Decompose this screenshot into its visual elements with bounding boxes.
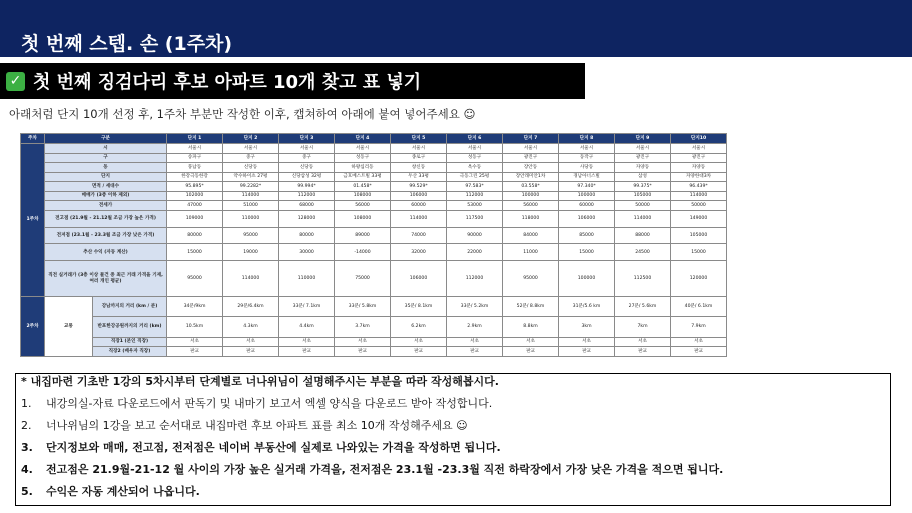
row-label: 동 xyxy=(45,163,167,173)
table-cell: 106000 xyxy=(391,261,447,297)
table-row xyxy=(21,347,727,357)
note-number: 2. xyxy=(21,419,32,432)
table-cell: 중구 xyxy=(223,153,279,163)
table-cell: 판교 xyxy=(167,347,223,357)
note-number: 3. xyxy=(21,441,33,454)
note-item xyxy=(21,485,885,499)
table-cell: 하왕십리동 xyxy=(335,163,391,173)
table-cell: 서울시 xyxy=(335,144,391,154)
table-cell: 31분/5.6 km xyxy=(559,297,615,317)
table-cell: 60000 xyxy=(391,201,447,211)
table-header-cell: 단지10 xyxy=(671,134,727,144)
table-cell: 27분/ 5.6km xyxy=(615,297,671,317)
note-item xyxy=(21,463,885,477)
table-cell: 창신동 xyxy=(391,163,447,173)
week-label: 2주차 xyxy=(21,297,45,357)
table-cell: 15000 xyxy=(671,244,727,261)
note-text: 너나위님의 1강을 보고 순서대로 내집마련 후보 아파트 표를 최소 10개 작성해주세요 ☺ xyxy=(46,419,468,432)
table-cell: 판교 xyxy=(447,347,503,357)
table-cell: 34분/9km xyxy=(167,297,223,317)
table-cell: 100000 xyxy=(503,191,559,201)
table-cell: 112000 xyxy=(447,261,503,297)
note-item xyxy=(21,397,885,411)
group-label: 교통 xyxy=(45,297,93,357)
table-cell: 114000 xyxy=(615,210,671,227)
table-cell: -14000 xyxy=(335,244,391,261)
table-cell: 풍납동 xyxy=(167,163,223,173)
table-cell: 52분/ 8.8km xyxy=(503,297,559,317)
table-cell: 117500 xyxy=(447,210,503,227)
instruction-text: 아래처럼 단지 10개 선정 후, 1주차 부분만 작성한 이후, 캡쳐하여 아래에 붙여 넣어주세요 ☺ xyxy=(9,107,476,121)
table-cell: 106000 xyxy=(559,210,615,227)
table-cell: 89000 xyxy=(335,227,391,244)
table-row xyxy=(21,163,727,173)
table-row xyxy=(21,201,727,211)
table-cell: 서울시 xyxy=(279,144,335,154)
table-cell: 114000 xyxy=(223,261,279,297)
table-row xyxy=(21,153,727,163)
table-cell: 서울시 xyxy=(559,144,615,154)
notes-box xyxy=(15,373,891,506)
table-cell: 중구 xyxy=(279,153,335,163)
table-cell: 8.8km xyxy=(503,317,559,337)
table-row xyxy=(21,210,727,227)
table-cell: 3km xyxy=(559,317,615,337)
table-cell: 99.529* xyxy=(391,182,447,192)
row-label: 전고점 (21.9월 - 21.12월 조금 가장 높은 가격) xyxy=(45,210,167,227)
table-cell: 성동구 xyxy=(335,153,391,163)
table-cell: 108000 xyxy=(335,210,391,227)
table-cell: 35분/ 8.1km xyxy=(391,297,447,317)
table-cell: 68000 xyxy=(279,201,335,211)
table-cell: 106000 xyxy=(391,191,447,201)
table-cell: 15000 xyxy=(167,244,223,261)
table-cell: 서초 xyxy=(279,337,335,347)
table-cell: 120000 xyxy=(671,261,727,297)
table-cell: 경남아너스빌 xyxy=(559,172,615,182)
table-cell: 149000 xyxy=(671,210,727,227)
table-cell: 판교 xyxy=(279,347,335,357)
table-cell: 서초 xyxy=(615,337,671,347)
table-cell: 4.4km xyxy=(279,317,335,337)
table-header-cell: 단지 8 xyxy=(559,134,615,144)
table-cell: 서초 xyxy=(335,337,391,347)
table-cell: 광진구 xyxy=(615,153,671,163)
row-label: 반포한강공원까지의 거리 (km) xyxy=(93,317,167,337)
note-text: 전고점은 21.9월-21-12 월 사이의 가장 높은 실거래 가격을, 전저점은 23.1월 -23.3월 직전 하락장에서 가장 낮은 가격을 적으면 됩니다. xyxy=(46,463,724,476)
row-label: 전저점 (23.1월 - 23.3월 조금 가장 낮은 가격) xyxy=(45,227,167,244)
table-cell: 128000 xyxy=(279,210,335,227)
note-number: 5. xyxy=(21,485,33,498)
notes-heading: * 내집마련 기초반 1강의 5차시부터 단계별로 너나위님이 설명해주시는 부분을 따라 작성해봅시다. xyxy=(21,375,499,388)
table-cell: 84000 xyxy=(503,227,559,244)
table-cell: 95000 xyxy=(223,227,279,244)
table-cell: 옥수동 xyxy=(447,163,503,173)
table-cell: 88000 xyxy=(615,227,671,244)
table-cell: 112000 xyxy=(279,191,335,201)
row-label: 직장2 (배우자 직장) xyxy=(93,347,167,357)
table-cell: 95000 xyxy=(503,261,559,297)
table-cell: 95000 xyxy=(167,261,223,297)
step-title: 첫 번째 징검다리 후보 아파트 10개 찾고 표 넣기 xyxy=(33,72,422,93)
note-text: 수익은 자동 계산되어 나옵니다. xyxy=(46,485,200,498)
table-cell: 서울시 xyxy=(503,144,559,154)
table-cell: 서초 xyxy=(391,337,447,347)
table-cell: 자양동 xyxy=(671,163,727,173)
table-cell: 서초 xyxy=(167,337,223,347)
table-cell: 50000 xyxy=(671,201,727,211)
table-header-cell: 단지 3 xyxy=(279,134,335,144)
table-cell: 30000 xyxy=(279,244,335,261)
row-label: 강남까지의 거리 (km / 분) xyxy=(93,297,167,317)
table-cell: 6.2km xyxy=(391,317,447,337)
page-title: 첫 번째 스텝. 손 (1주차) xyxy=(21,33,233,55)
table-cell: 15000 xyxy=(559,244,615,261)
table-header-cell: 단지 6 xyxy=(447,134,503,144)
apartment-table-wrapper xyxy=(20,133,726,357)
note-number: 1. xyxy=(21,397,32,410)
table-cell: 서울시 xyxy=(391,144,447,154)
table-header-cell: 단지 7 xyxy=(503,134,559,144)
table-cell: 112000 xyxy=(447,191,503,201)
row-label: 매매가 (3층 이하 제외) xyxy=(45,191,167,201)
table-header-cell: 단지 2 xyxy=(223,134,279,144)
table-cell: 장안동 xyxy=(503,163,559,173)
week-label: 1주차 xyxy=(21,144,45,297)
table-cell: 105000 xyxy=(671,227,727,244)
table-cell: 19000 xyxy=(223,244,279,261)
table-cell: 50000 xyxy=(615,201,671,211)
table-header-cell: 단지 9 xyxy=(615,134,671,144)
apartment-candidate-table xyxy=(20,133,727,357)
table-cell: 80000 xyxy=(279,227,335,244)
table-cell: 100000 xyxy=(559,191,615,201)
table-cell: 56000 xyxy=(335,201,391,211)
table-row xyxy=(21,144,727,154)
table-cell: 판교 xyxy=(503,347,559,357)
table-cell: 40분/ 6.1km xyxy=(671,297,727,317)
row-label: 면적 / 세대수 xyxy=(45,182,167,192)
table-header-cell: 구분 xyxy=(45,134,167,144)
step-banner xyxy=(0,63,585,99)
row-label: 전세가 xyxy=(45,201,167,211)
table-cell: 24500 xyxy=(615,244,671,261)
table-cell: 47000 xyxy=(167,201,223,211)
table-cell: 10.5km xyxy=(167,317,223,337)
table-cell: 성동구 xyxy=(447,153,503,163)
table-cell: 자양동 xyxy=(615,163,671,173)
table-row xyxy=(21,191,727,201)
table-cell: 99.375* xyxy=(615,182,671,192)
table-cell: 판교 xyxy=(335,347,391,357)
table-cell: 90000 xyxy=(447,227,503,244)
table-cell: 2.9km xyxy=(447,317,503,337)
table-cell: 109000 xyxy=(167,210,223,227)
table-cell: 03.558* xyxy=(503,182,559,192)
note-text: 내강의실-자료 다운로드에서 판독기 및 내마기 보고서 엑셀 양식을 다운로드 받아 작성합니다. xyxy=(46,397,493,410)
table-row xyxy=(21,172,727,182)
table-cell: 4.3km xyxy=(223,317,279,337)
table-cell: 85000 xyxy=(559,227,615,244)
row-label: 구 xyxy=(45,153,167,163)
table-cell: 신당동 xyxy=(279,163,335,173)
table-cell: 서초 xyxy=(447,337,503,347)
row-label: 시 xyxy=(45,144,167,154)
table-cell: 80000 xyxy=(167,227,223,244)
table-cell: 동작구 xyxy=(559,153,615,163)
table-row xyxy=(21,182,727,192)
table-cell: 광진구 xyxy=(503,153,559,163)
table-row xyxy=(21,297,727,317)
table-cell: 53000 xyxy=(447,201,503,211)
table-cell: 112500 xyxy=(615,261,671,297)
table-cell: 극동그린 25평 xyxy=(447,172,503,182)
table-cell: 22000 xyxy=(447,244,503,261)
table-cell: 판교 xyxy=(615,347,671,357)
header-bar xyxy=(0,0,912,57)
check-mark-icon: ✓ xyxy=(6,72,25,91)
table-cell: 97.583* xyxy=(447,182,503,192)
table-header-cell: 단지 5 xyxy=(391,134,447,144)
table-cell: 종로구 xyxy=(391,153,447,163)
table-cell: 105000 xyxy=(615,191,671,201)
table-cell: 7km xyxy=(615,317,671,337)
table-row xyxy=(21,244,727,261)
table-header-cell: 주차 xyxy=(21,134,45,144)
table-cell: 108000 xyxy=(335,191,391,201)
table-cell: 33분/ 5.2km xyxy=(447,297,503,317)
table-row xyxy=(21,317,727,337)
table-header-cell: 단지 4 xyxy=(335,134,391,144)
table-cell: 서울시 xyxy=(615,144,671,154)
table-cell: 96.439* xyxy=(671,182,727,192)
table-header-cell: 단지 1 xyxy=(167,134,223,144)
table-cell: 118000 xyxy=(503,210,559,227)
table-cell: 두산 33평 xyxy=(391,172,447,182)
table-cell: 자양한대3차 xyxy=(671,172,727,182)
table-cell: 3.7km xyxy=(335,317,391,337)
table-cell: 서초 xyxy=(559,337,615,347)
table-cell: 서초 xyxy=(223,337,279,347)
table-cell: 사당동 xyxy=(559,163,615,173)
table-cell: 서울시 xyxy=(447,144,503,154)
table-cell: 약수하이츠 27평 xyxy=(223,172,279,182)
table-cell: 7.9km xyxy=(671,317,727,337)
table-cell: 114000 xyxy=(391,210,447,227)
table-cell: 56000 xyxy=(503,201,559,211)
table-cell: 100000 xyxy=(559,261,615,297)
table-cell: 서울시 xyxy=(223,144,279,154)
table-cell: 장안래미안1차 xyxy=(503,172,559,182)
note-number: 4. xyxy=(21,463,33,476)
table-cell: 33분/ 5.8km xyxy=(335,297,391,317)
table-cell: 서초 xyxy=(671,337,727,347)
table-cell: 110000 xyxy=(223,210,279,227)
table-cell: 판교 xyxy=(559,347,615,357)
table-cell: 114000 xyxy=(223,191,279,201)
note-text: 단지정보와 매매, 전고점, 전저점은 네이버 부동산에 실제로 나와있는 가격을 작성하면 됩니다. xyxy=(46,441,501,454)
table-cell: 99.994* xyxy=(279,182,335,192)
table-cell: 한강극동한강 xyxy=(167,172,223,182)
table-cell: 51000 xyxy=(223,201,279,211)
table-cell: 신당동 xyxy=(223,163,279,173)
table-cell: 114000 xyxy=(671,191,727,201)
table-cell: 광진구 xyxy=(671,153,727,163)
table-cell: 판교 xyxy=(223,347,279,357)
table-cell: 32000 xyxy=(391,244,447,261)
table-cell: 110000 xyxy=(279,261,335,297)
table-row xyxy=(21,337,727,347)
row-label: 직전 실거래가 (3층 이상 물건 중 최근 거래 가격을 기재, 여러 개인 평균) xyxy=(45,261,167,297)
table-cell: 97.340* xyxy=(559,182,615,192)
table-cell: 11000 xyxy=(503,244,559,261)
note-item xyxy=(21,441,885,455)
table-cell: 서울시 xyxy=(167,144,223,154)
row-label: 직장1 (본인 직장) xyxy=(93,337,167,347)
table-cell: 판교 xyxy=(391,347,447,357)
table-row xyxy=(21,261,727,297)
row-label: 단지 xyxy=(45,172,167,182)
table-cell: 01.458* xyxy=(335,182,391,192)
table-cell: 95.895* xyxy=(167,182,223,192)
table-cell: 서초 xyxy=(503,337,559,347)
notes-list xyxy=(21,397,885,499)
table-header-row xyxy=(21,134,727,144)
table-cell: 29분/6.4km xyxy=(223,297,279,317)
table-cell: 99.2282* xyxy=(223,182,279,192)
table-cell: 75000 xyxy=(335,261,391,297)
table-cell: 판교 xyxy=(671,347,727,357)
table-row xyxy=(21,227,727,244)
table-cell: 60000 xyxy=(559,201,615,211)
table-cell: 서울시 xyxy=(671,144,727,154)
note-item xyxy=(21,419,885,433)
table-cell: 74000 xyxy=(391,227,447,244)
table-cell: 33분/ 7.1km xyxy=(279,297,335,317)
table-cell: 송파구 xyxy=(167,153,223,163)
table-cell: 금호베스트빌 33평 xyxy=(335,172,391,182)
row-label: 추산 수익 (자동 계산) xyxy=(45,244,167,261)
table-cell: 신당삼성 32평 xyxy=(279,172,335,182)
table-cell: 삼성 xyxy=(615,172,671,182)
table-cell: 102000 xyxy=(167,191,223,201)
